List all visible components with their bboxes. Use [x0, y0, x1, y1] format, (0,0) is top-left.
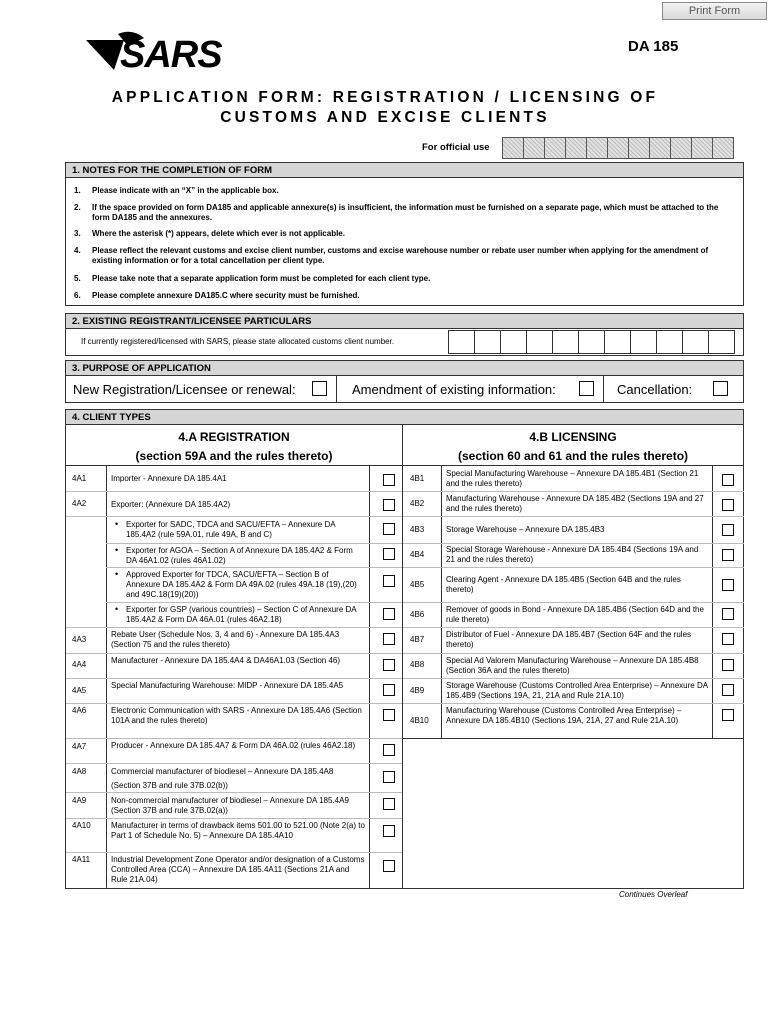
row-code: 4A5 — [72, 686, 87, 695]
bullet-icon: • — [115, 545, 119, 555]
bullet-icon: • — [115, 604, 119, 614]
row-separator — [66, 852, 402, 853]
row-text: Electronic Communication with SARS - Annexure DA 185.4A6 (Section 101A and the rules thereto) — [111, 706, 362, 725]
row-separator — [66, 627, 402, 628]
licensing-title: 4.B LICENSING — [529, 430, 617, 444]
row-separator — [403, 543, 744, 544]
client-number-digit[interactable] — [578, 330, 605, 354]
client-type-checkbox-4a10[interactable] — [383, 825, 395, 837]
client-type-checkbox-4b9[interactable] — [722, 684, 734, 696]
row-text: Manufacturing Warehouse - Annexure DA 185.4B2 (Sections 19A and 27 and the rules thereto) — [446, 494, 704, 513]
row-separator — [403, 678, 744, 679]
row-separator — [66, 703, 402, 704]
section-heading: 1. NOTES FOR THE COMPLETION OF FORM — [66, 163, 743, 178]
bullet-icon: • — [115, 569, 119, 579]
row-code: 4B7 — [410, 635, 425, 644]
row-separator — [66, 738, 402, 739]
row-text: Exporter for GSP (various countries) – Section C of Annexure DA 185.4A2 & Form DA 46A.01 (rules 46A2.18) — [126, 605, 357, 624]
client-number-label: If currently registered/licensed with SARS, please state allocated customs client number. — [81, 337, 395, 346]
purpose-cancel-checkbox[interactable] — [713, 381, 728, 396]
client-type-checkbox-4a11[interactable] — [383, 860, 395, 872]
note-text: Please take note that a separate application form must be completed for each client type. — [92, 274, 431, 283]
row-code: 4B10 — [410, 716, 429, 725]
row-text: Exporter: (Annexure DA 185.4A2) — [111, 500, 231, 509]
client-type-checkbox-4a2[interactable] — [383, 499, 395, 511]
client-type-checkbox-4b2[interactable] — [722, 499, 734, 511]
row-text: Special Ad Valorem Manufacturing Warehouse – Annexure DA 185.4B8 (Section 36A and the rules thereto) — [446, 656, 699, 675]
client-type-checkbox-4a4[interactable] — [383, 659, 395, 671]
row-text: Exporter for SADC, TDCA and SACU/EFTA – Annexure DA 185.4A2 (rule 59A.01, rule 49A, B and C) — [126, 520, 336, 539]
client-number-digit[interactable] — [682, 330, 709, 354]
purpose-new-checkbox[interactable] — [312, 381, 327, 396]
official-use-cell — [544, 137, 566, 159]
row-text: Storage Warehouse – Annexure DA 185.4B3 — [446, 525, 605, 534]
client-type-checkbox-4b10[interactable] — [722, 709, 734, 721]
row-text: Exporter for AGOA – Section A of Annexure DA 185.4A2 & Form DA 46A1.02 (rules 46A1.02) — [126, 546, 353, 565]
note-text: Please indicate with an “X” in the applicable box. — [92, 186, 279, 195]
client-type-checkbox-4a9[interactable] — [383, 798, 395, 810]
client-type-checkbox-4a2-tdca[interactable] — [383, 575, 395, 587]
row-code: 4A4 — [72, 660, 87, 669]
client-type-checkbox-4a2-sadc[interactable] — [383, 523, 395, 535]
client-type-checkbox-4a2-gsp[interactable] — [383, 608, 395, 620]
row-text: Special Storage Warehouse - Annexure DA 185.4B4 (Sections 19A and 21 and the rules thereto) — [446, 545, 699, 564]
row-text: Importer - Annexure DA 185.4A1 — [111, 474, 227, 483]
checkbox-column-line — [369, 465, 370, 889]
purpose-cancel-label: Cancellation: — [617, 382, 693, 397]
client-type-checkbox-4b1[interactable] — [722, 474, 734, 486]
client-type-checkbox-4b8[interactable] — [722, 659, 734, 671]
note-number: 5. — [74, 274, 81, 283]
row-code: 4A6 — [72, 706, 87, 715]
client-number-digit[interactable] — [500, 330, 527, 354]
section-heading: 4. CLIENT TYPES — [66, 410, 743, 425]
section-heading: 3. PURPOSE OF APPLICATION — [66, 361, 743, 376]
row-separator — [403, 653, 744, 654]
row-separator — [66, 491, 402, 492]
client-number-digit[interactable] — [552, 330, 579, 354]
note-number: 6. — [74, 291, 81, 300]
row-separator — [403, 516, 744, 517]
registration-subtitle: (section 59A and the rules thereto) — [135, 449, 333, 463]
note-text: If the space provided on form DA185 and applicable annexure(s) is insufficient, the information must be furnished on a separate page, which must be attached to the form DA185 and the annexures. — [92, 203, 719, 222]
client-number-digit[interactable] — [708, 330, 735, 354]
row-separator — [403, 491, 744, 492]
registration-title: 4.A REGISTRATION — [178, 430, 290, 444]
row-separator — [403, 602, 744, 603]
purpose-amend-label: Amendment of existing information: — [352, 382, 556, 397]
official-use-cell — [649, 137, 671, 159]
row-code: 4A3 — [72, 635, 87, 644]
row-text: Non-commercial manufacturer of biodiesel – Annexure DA 185.4A9 (Section 37B and rule 37B.02(a)) — [111, 796, 349, 815]
divider — [336, 376, 337, 403]
row-code: 4B8 — [410, 660, 425, 669]
form-number: DA 185 — [628, 38, 679, 55]
row-text: Industrial Development Zone Operator and/or designation of a Customs Controlled Area (CCA) – Annexure DA 185.4A11 (Sections 21A and Rule 21A.04) — [111, 855, 365, 884]
sars-logo-text: SARS — [120, 34, 222, 76]
divider — [603, 376, 604, 403]
header-rule — [66, 465, 744, 466]
client-type-checkbox-4b5[interactable] — [722, 579, 734, 591]
row-separator — [66, 763, 402, 764]
row-code: 4B9 — [410, 686, 425, 695]
row-separator — [66, 678, 402, 679]
note-number: 1. — [74, 186, 81, 195]
row-text: Distributor of Fuel - Annexure DA 185.4B7 (Section 64F and the rules thereto) — [446, 630, 692, 649]
row-text: Remover of goods in Bond - Annexure DA 185.4B6 (Section 64D and the rule thereto) — [446, 605, 704, 624]
row-code: 4B2 — [410, 499, 425, 508]
code-column-line — [106, 465, 107, 889]
licensing-subtitle: (section 60 and 61 and the rules thereto) — [457, 449, 689, 463]
row-separator — [403, 567, 744, 568]
row-text: Manufacturer - Annexure DA 185.4A4 & DA46A1.03 (Section 46) — [111, 656, 341, 665]
row-code: 4A8 — [72, 767, 87, 776]
print-form-button[interactable]: Print Form — [662, 2, 767, 20]
row-text: Storage Warehouse (Customs Controlled Area Enterprise) – Annexure DA 185.4B9 (Sections 19A, 21, 21A and Rule 21A.10) — [446, 681, 708, 700]
row-separator — [403, 703, 744, 704]
note-text: Where the asterisk (*) appears, delete which ever is not applicable. — [92, 229, 345, 238]
client-type-checkbox-4a1[interactable] — [383, 474, 395, 486]
client-type-checkbox-4b3[interactable] — [722, 524, 734, 536]
row-text: Approved Exporter for TDCA, SACU/EFTA – Section B of Annexure DA 185.4A2 & Form DA 49A.02 (rules 49A.18 (19),(20) and 49C.18(19)(20)) — [126, 570, 357, 599]
row-code: 4B5 — [410, 580, 425, 589]
note-number: 3. — [74, 229, 81, 238]
purpose-new-label: New Registration/Licensee or renewal: — [73, 382, 296, 397]
row-text: Manufacturing Warehouse (Customs Controlled Area Enterprise) – Annexure DA 185.4B10 (Sections 19A, 21A, 27 and Rule 21A.10) — [446, 706, 682, 725]
row-text: (Section 37B and rule 37B.02(b)) — [111, 781, 228, 790]
row-separator — [66, 516, 402, 517]
continues-overleaf-note: Continues Overleaf — [619, 890, 688, 899]
official-use-cell — [712, 137, 734, 159]
client-type-checkbox-4a2-agoa[interactable] — [383, 548, 395, 560]
row-separator — [66, 818, 402, 819]
note-number: 4. — [74, 246, 81, 255]
official-use-label: For official use — [422, 142, 490, 153]
row-separator — [403, 738, 744, 739]
bullet-icon: • — [115, 519, 119, 529]
client-number-digit[interactable] — [656, 330, 683, 354]
client-type-checkbox-4b6[interactable] — [722, 608, 734, 620]
row-text: Clearing Agent - Annexure DA 185.4B5 (Section 64B and the rules thereto) — [446, 575, 681, 594]
client-type-checkbox-4b4[interactable] — [722, 549, 734, 561]
row-text: Commercial manufacturer of biodiesel – Annexure DA 185.4A8 — [111, 767, 334, 776]
row-code: 4A1 — [72, 474, 87, 483]
official-use-cell — [691, 137, 713, 159]
client-number-input[interactable] — [449, 330, 735, 354]
row-code: 4A11 — [72, 855, 91, 864]
client-type-checkbox-4b7[interactable] — [722, 633, 734, 645]
row-separator — [106, 602, 402, 603]
title-line-2: CUSTOMS AND EXCISE CLIENTS — [220, 109, 550, 126]
row-code: 4A9 — [72, 796, 87, 805]
client-type-checkbox-4a8[interactable] — [383, 771, 395, 783]
client-number-digit[interactable] — [474, 330, 501, 354]
section-heading: 2. EXISTING REGISTRANT/LICENSEE PARTICULARS — [66, 314, 743, 329]
row-separator — [66, 792, 402, 793]
title-line-1: APPLICATION FORM: REGISTRATION / LICENSING OF — [111, 89, 659, 106]
row-separator — [66, 653, 402, 654]
page-title — [0, 88, 770, 128]
official-use-grid — [503, 137, 734, 159]
row-text: Rebate User (Schedule Nos. 3, 4 and 6) - Annexure DA 185.4A3 (Section 75 and the rules thereto) — [111, 630, 340, 649]
client-number-digit[interactable] — [448, 330, 475, 354]
note-text: Please complete annexure DA185.C where security must be furnished. — [92, 291, 360, 300]
client-type-checkbox-4a5[interactable] — [383, 684, 395, 696]
client-number-digit[interactable] — [630, 330, 657, 354]
official-use-cell — [565, 137, 587, 159]
row-code: 4B1 — [410, 474, 425, 483]
client-number-digit[interactable] — [604, 330, 631, 354]
official-use-cell — [628, 137, 650, 159]
official-use-cell — [607, 137, 629, 159]
row-text: Special Manufacturing Warehouse – Annexure DA 185.4B1 (Section 21 and the rules thereto) — [446, 469, 699, 488]
official-use-cell — [502, 137, 524, 159]
row-code: 4B6 — [410, 610, 425, 619]
client-number-digit[interactable] — [526, 330, 553, 354]
row-text: Producer - Annexure DA 185.4A7 & Form DA 46A.02 (rules 46A2.18) — [111, 741, 356, 750]
official-use-cell — [523, 137, 545, 159]
row-code: 4A2 — [72, 499, 87, 508]
official-use-cell — [670, 137, 692, 159]
client-type-checkbox-4a3[interactable] — [383, 633, 395, 645]
purpose-amend-checkbox[interactable] — [579, 381, 594, 396]
row-separator — [403, 627, 744, 628]
row-code: 4A7 — [72, 742, 87, 751]
note-text: Please reflect the relevant customs and excise client number, customs and excise warehouse number or rebate user number when applying for the amendment of existing information or for a total cancellation per client type. — [92, 246, 709, 265]
row-separator — [106, 567, 402, 568]
note-number: 2. — [74, 203, 81, 212]
column-divider — [402, 425, 403, 889]
row-text: Special Manufacturing Warehouse: MIDP - Annexure DA 185.4A5 — [111, 681, 344, 690]
row-code: 4B4 — [410, 550, 425, 559]
row-separator — [106, 543, 402, 544]
client-type-checkbox-4a7[interactable] — [383, 744, 395, 756]
official-use-cell — [586, 137, 608, 159]
row-code: 4B3 — [410, 525, 425, 534]
row-code: 4A10 — [72, 821, 91, 830]
row-text: Manufacturer in terms of drawback items 501.00 to 521.00 (Note 2(a) to Part 1 of Schedule No. 5) – Annexure DA 185.4A10 — [111, 821, 365, 840]
client-type-checkbox-4a6[interactable] — [383, 709, 395, 721]
